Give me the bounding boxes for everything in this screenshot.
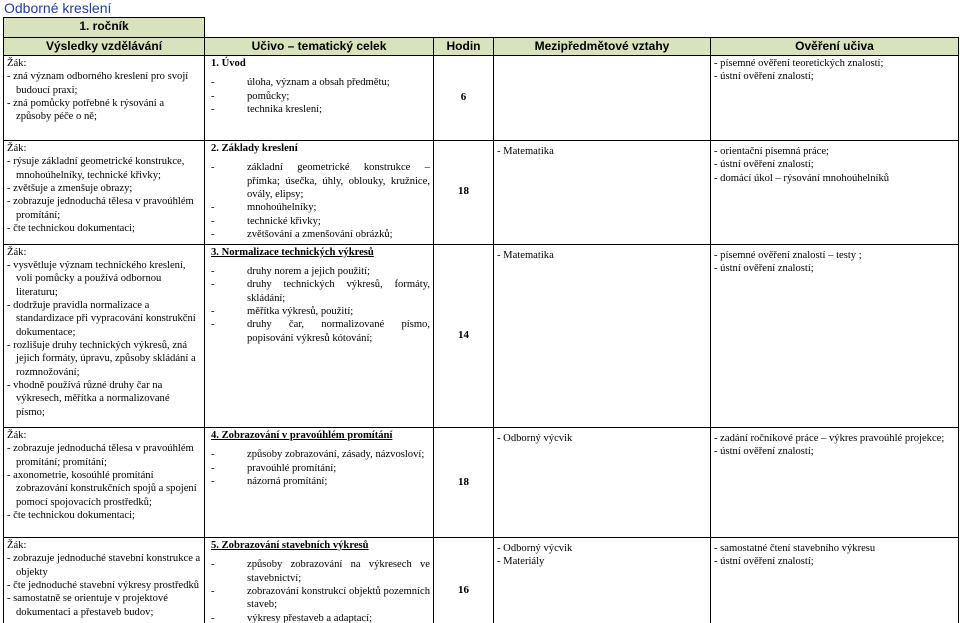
dash-marker: - [211,265,215,277]
vysledek-item: - zná význam odborného kreslení pro svojí budoucí praxi; [7,71,189,96]
topic-item-text: měřítka výkresů, použití; [247,305,354,317]
vysledek-item: - rozlišuje druhy technických výkresů, zná jejich formáty, úpravu, způsoby skládání a rozmnožování; [7,339,196,378]
overeni-item: - ústní ověření znalostí; [714,71,814,83]
topic-item-text: druhy norem a jejich použití; [247,265,370,277]
topic-item-text: způsoby zobrazování na výkresech ve stavebnictví; [247,559,430,584]
overeni-cell [711,537,959,623]
header-hodin: Hodin [434,38,494,56]
ucivo-cell [205,537,434,623]
topic-item-text: zvětšování a zmenšování obrázků; [247,229,393,241]
mezi-item: - Materiály [497,556,545,568]
vysledek-item: - čte technickou dokumentaci; [7,510,135,522]
dash-marker: - [211,305,215,317]
ucivo-cell [205,56,434,141]
dash-marker: - [211,279,215,291]
dash-marker: - [211,202,215,214]
vysledek-item: - axonometrie, kosoúhlé promítání zobrazování konstrukčních spojů a spojení pomocí spojovacích prostředků; [7,470,197,508]
header-vysledky: Výsledky vzdělávání [4,38,205,56]
mezipredmetove-cell [494,141,711,244]
topic-list [211,76,430,116]
overeni-item: - orientační písemná práce; [714,146,830,158]
table-row [4,244,959,427]
topic-title: 4. Zobrazování v pravoúhlém promítání [211,429,393,441]
dash-marker: - [211,462,215,474]
overeni-item: - ústní ověření znalostí; [714,262,814,274]
overeni-cell [711,244,959,427]
vysledek-item: - čte technickou dokumentaci; [7,223,135,235]
topic-item-text: zobrazování konstrukcí objektů pozemních staveb; [247,586,430,611]
vysledek-item: - zvětšuje a zmenšuje obrazy; [7,183,133,195]
topic-item [211,462,430,475]
topic-item [211,558,430,585]
dash-marker: - [211,559,215,571]
vysledky-cell [4,141,205,244]
zak-label: Žák: [7,539,27,551]
hodin-cell: 18 [434,141,494,244]
topic-list [211,448,430,488]
topic-item [211,305,430,318]
topic-list [211,265,430,345]
dash-marker: - [211,104,215,116]
vysledek-item: - vhodně používá různé druhy čar na výkresech, měřítka a normalizované písmo; [7,379,170,418]
vysledky-block [7,539,201,619]
overeni-cell [711,141,959,244]
table-row [4,56,959,141]
mezipredmetove-cell [494,537,711,623]
topic-item-text: pravoúhlé promítání; [247,462,337,474]
mezi-item: - Odborný výcvik [497,542,573,554]
vysledek-item: - samostatně se orientuje v projektové dokumentaci a přestaveb budov; [7,593,168,618]
topic-title: 2. Základy kreslení [211,143,298,155]
table-row [4,427,959,537]
dash-marker: - [211,162,215,174]
hodin-cell: 14 [434,244,494,427]
vysledek-item: - čte jednoduché stavební výkresy prostředků [7,580,200,592]
header-mezipredmetove: Mezipředmětové vztahy [494,38,711,56]
vysledek-item: - zobrazuje jednoduchá tělesa v pravoúhlém promítání; promítání; [7,443,194,468]
overeni-cell [711,427,959,537]
vysledek-item: - zná pomůcky potřebné k rýsování a způsoby péče o ně; [7,98,165,123]
vysledek-item: - rýsuje základní geometrické konstrukce, mnohoúhelníky, technické křivky; [7,156,185,181]
dash-marker: - [211,319,215,331]
vysledky-cell [4,537,205,623]
mezipredmetove-cell [494,427,711,537]
overeni-item: - domácí úkol – rýsování mnohoúhelníků [714,172,890,184]
topic-item-text: základní geometrické konstrukce – přímka; úsečka, úhly, oblouky, kružnice, ovály, elipsy; [247,162,430,201]
topic-item [211,90,430,103]
header-ucivo: Učivo – tematický celek [205,38,434,56]
vysledek-item: - dodržuje pravidla normalizace a standardizace při vypracování konstrukční dokumentace; [7,299,196,338]
topic-item [211,475,430,488]
topic-item-text: úloha, význam a obsah předmětu; [247,77,390,89]
table-row [4,141,959,244]
ucivo-cell [205,427,434,537]
subject-year-cell: 1. ročník [4,18,205,38]
topic-item [211,265,430,278]
topic-item [211,585,430,612]
topic-item [211,228,430,241]
mezipredmetove-cell [494,56,711,141]
overeni-item: - samostatné čtení stavebního výkresu [714,542,876,554]
topic-item-text: druhy technických výkresů, formáty, skládání; [247,279,430,304]
vysledky-cell [4,56,205,141]
overeni-item: - písemné ověření teoretických znalostí; [714,58,884,70]
zak-label: Žák: [7,429,27,441]
mezipredmetove-cell [494,244,711,427]
overeni-item: - písemné ověření znalostí – testy ; [714,249,862,261]
dash-marker: - [211,449,215,461]
topic-item [211,201,430,214]
topic-item-text: názorná promítání; [247,476,328,488]
topic-item-text: technické křivky; [247,215,321,227]
topic-item-text: technika kreslení; [247,104,323,116]
vysledky-block [7,429,201,522]
overeni-item: - zadání ročníkové práce – výkres pravoúhlé projekce; [714,432,945,444]
zak-label: Žák: [7,143,27,155]
overeni-item: - ústní ověření znalostí; [714,159,814,171]
topic-item [211,161,430,201]
topic-item [211,103,430,116]
header-row [4,38,959,56]
topic-list [211,161,430,241]
table-row [4,537,959,623]
document-title: Odborné kreslení [4,0,112,16]
mezi-item: - Matematika [497,146,554,158]
dash-marker: - [211,586,215,598]
overeni-item: - ústní ověření znalostí; [714,556,814,568]
topic-item [211,76,430,89]
vysledek-item: - zobrazuje jednoduchá tělesa v pravoúhlém promítání; [7,196,194,221]
zak-label: Žák: [7,58,27,70]
subject-row [4,18,959,38]
topic-title: 5. Zobrazování stavebních výkresů [211,539,369,551]
topic-item-text: způsoby zobrazování, zásady, názvosloví; [247,449,425,461]
ucivo-cell [205,244,434,427]
hodin-cell: 6 [434,56,494,141]
dash-marker: - [211,90,215,102]
vysledek-item: - zobrazuje jednoduché stavební konstrukce a objekty [7,553,201,578]
overeni-cell [711,56,959,141]
dash-marker: - [211,229,215,241]
vysledky-block [7,246,201,419]
topic-item-text: pomůcky; [247,90,290,102]
topic-item [211,612,430,623]
zak-label: Žák: [7,246,27,258]
topic-title: 1. Úvod [211,58,246,70]
ucivo-cell [205,141,434,244]
dash-marker: - [211,476,215,488]
topic-title: 3. Normalizace technických výkresů [211,246,374,258]
topic-item-text: výkresy přestaveb a adaptací; [247,612,373,623]
topic-item [211,318,430,345]
vysledky-cell [4,427,205,537]
topic-list [211,558,430,623]
hodin-cell: 16 [434,537,494,623]
overeni-item: - ústní ověření znalostí; [714,446,814,458]
topic-item-text: mnohoúhelníky; [247,202,317,214]
vysledky-block [7,142,201,235]
topic-item [211,215,430,228]
curriculum-table [3,17,959,623]
topic-item-text: druhy čar, normalizované písmo, popisování výkresů kótování; [247,319,430,344]
vysledky-block [7,57,201,124]
dash-marker: - [211,215,215,227]
mezi-item: - Odborný výcvik [497,432,573,444]
dash-marker: - [211,612,215,623]
hodin-cell: 18 [434,427,494,537]
vysledek-item: - vysvětluje význam technického kreslení, volí pomůcky a používá odbornou literaturu; [7,259,186,298]
dash-marker: - [211,77,215,89]
vysledky-cell [4,244,205,427]
topic-item [211,448,430,461]
mezi-item: - Matematika [497,249,554,261]
header-overeni: Ověření učiva [711,38,959,56]
topic-item [211,278,430,305]
